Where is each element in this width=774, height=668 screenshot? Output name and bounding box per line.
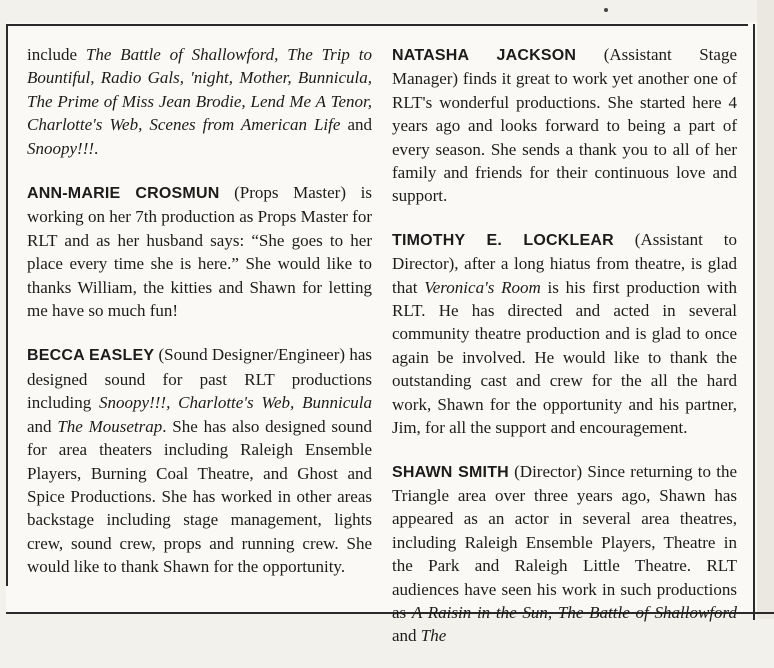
bio-timothy-locklear [392, 228, 737, 440]
production-title: Snoopy!!! [27, 138, 95, 158]
production-title: The [420, 626, 447, 646]
bio-natasha-jackson [392, 43, 737, 208]
bio-role: (Assistant to Director), [392, 229, 737, 274]
bio-text: include [27, 45, 86, 64]
bio-text: . She has also designed sound for area theaters including Raleigh Ensemble Players, Burning Coal Theatre, and Ghost and Spice Productions. She has worked in other areas backstage including stage management, lights crew, sound crew, props and running crew. She would like to thank Shawn for the opportunity. [27, 416, 373, 577]
bio-text: and [340, 115, 372, 135]
bio-text: has designed sound for past RLT productions including [27, 345, 372, 413]
bio-ann-marie-crosmun [27, 181, 372, 322]
bio-role: (Props Master) [219, 183, 361, 203]
production-title: Veronica's Room [424, 277, 541, 297]
bio-name: SHAWN SMITH [392, 463, 509, 481]
bio-text: after a long hiatus from theatre, is glad that [392, 254, 737, 297]
production-titles: The Battle of Shallowford, The Trip to Bountiful, Radio Gals, 'night, Mother, Bunnicula, The Prime of Miss Jean Brodie, Lend Me A Tenor, Charlotte's Web, Scenes from American Life [27, 45, 372, 135]
bio-role: (Assistant Stage Manager) [392, 45, 737, 89]
bio-text: and [392, 626, 421, 646]
bio-text: finds it great to work yet another one of RLT's wonderful productions. She started here 4 years ago and looks forward to being a part of every season. She sends a thank you to all of her family and friends for their continuous love and support. [392, 69, 737, 206]
bio-text: is his first production with RLT. He has directed and acted in several community theatre production and is glad to once again be involved. He would like to thank the outstanding cast and crew for the all the hard work, Shawn for the opportunity and his partner, Jim, for all the support and encouragement. [392, 277, 737, 438]
bio-text: . [94, 138, 99, 158]
bio-role: (Sound Designer/Engineer) [154, 345, 350, 365]
scan-speck [604, 8, 608, 12]
bio-name: NATASHA JACKSON [392, 47, 577, 64]
production-title: The Mousetrap [57, 416, 163, 436]
frame-border-left [6, 26, 8, 586]
bio-text: is working on her 7th production as Props Master for RLT and as her husband says: “She goes to her place every time she is here.” She would like to thanks William, the kitties and Shawn for letting me have so much fun! [27, 183, 372, 321]
production-titles: Snoopy!!!, Charlotte's Web, Bunnicula [99, 393, 372, 413]
bio-name: BECCA EASLEY [27, 347, 155, 365]
right-column [392, 43, 737, 668]
production-titles: A Raisin in the Sun, The Battle of Shallowford [411, 602, 737, 622]
scan-edge [757, 0, 774, 619]
frame-border-top [6, 24, 748, 26]
bio-text: Since returning to the Triangle area over three years ago, Shawn has appeared as an actor in several area theatres, including Raleigh Ensemble Players, Theatre in the Park and Raleigh Little Theatre. RLT audiences have seen his work in such productions as [392, 461, 737, 622]
bio-name: TIMOTHY E. LOCKLEAR [392, 231, 614, 249]
bio-name: ANN-MARIE CROSMUN [27, 185, 220, 203]
left-column [27, 43, 372, 600]
bio-text: and [27, 416, 58, 436]
bio-role: (Director) [508, 461, 588, 481]
bio-becca-easley [27, 343, 372, 578]
bio-shawn-smith [392, 460, 737, 648]
bio-continuation [27, 43, 372, 160]
frame-border-right [753, 24, 755, 620]
